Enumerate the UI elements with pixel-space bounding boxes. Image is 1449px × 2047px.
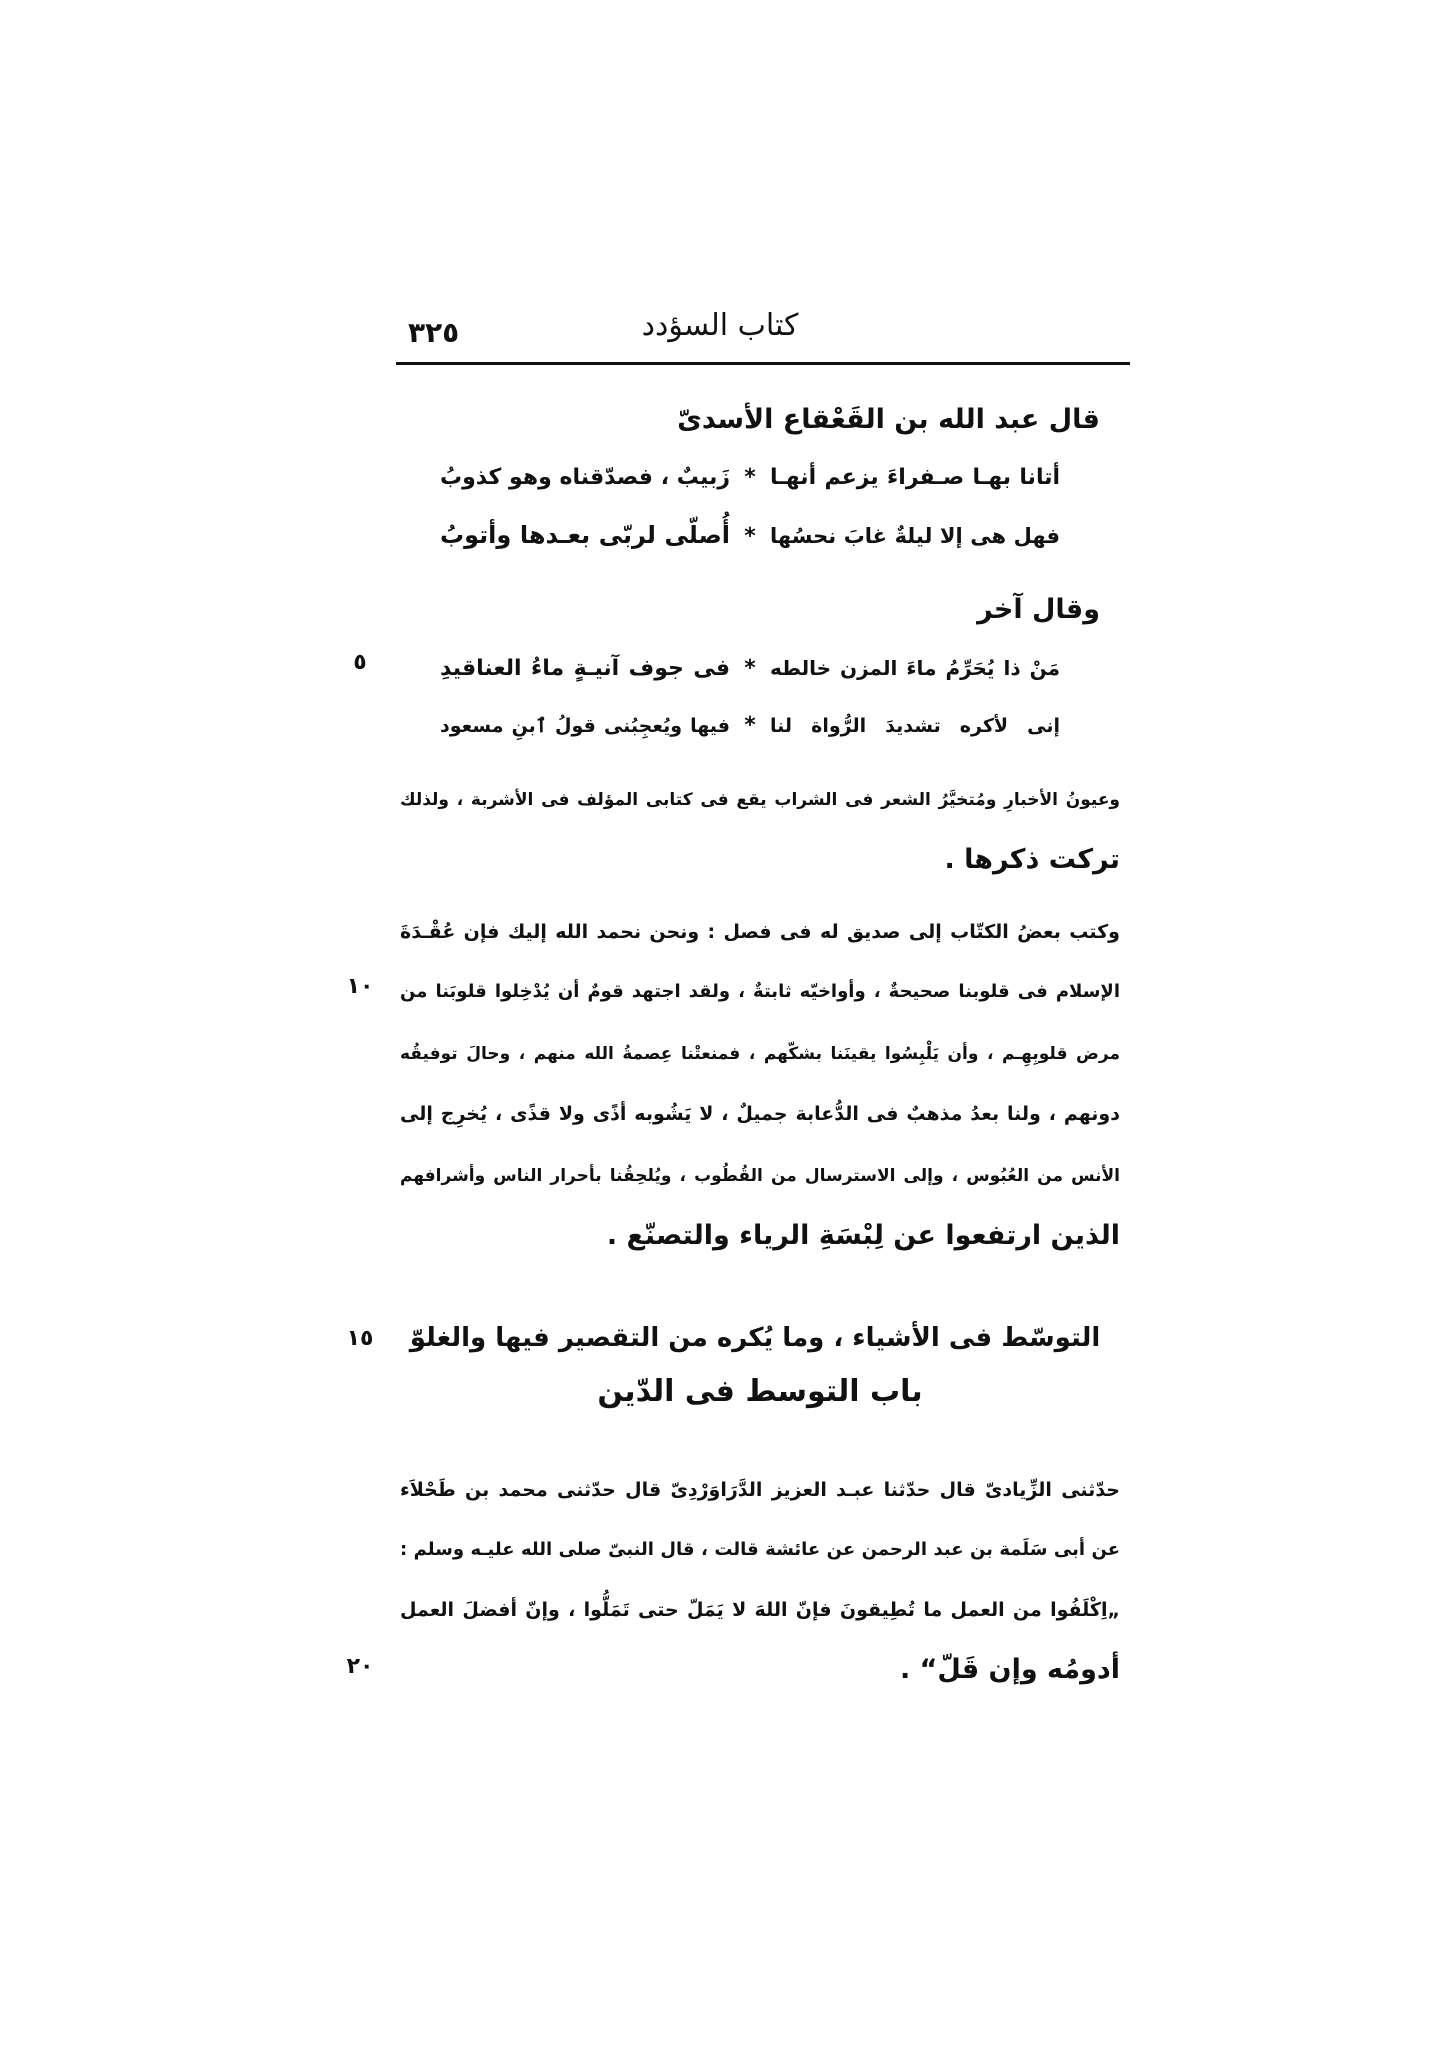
verse-first-hemistich: إنى لأكره تشديدَ الرُّواة لنا [770,715,1060,737]
verse-first-hemistich: فهل هى إلا ليلةٌ غابَ نحسُها [770,524,1060,548]
verse-separator: * [744,713,756,738]
verse-line [440,515,1060,557]
verse-first-hemistich: مَنْ ذا يُحَرِّمُ ماءَ المزن خالطه [770,656,1060,680]
prose-line: عن أبى سَلَمة بن عبد الرحمن عن عائشة قالت ، قال النبىّ صلى الله عليـه وسلم : [400,1539,1120,1560]
margin-line-number: ١٠ [346,974,374,999]
prose-line: تركت ذكرها . [944,844,1120,875]
verse-second-hemistich: أُصلّى لربّى بعـدها وأتوبُ [440,521,730,549]
verse-line [440,648,1060,689]
verse-separator: * [744,465,756,490]
header-rule [396,362,1130,365]
prose-line: دونهم ، ولنا بعدُ مذهبٌ فى الدُّعابة جميلٌ ، لا يَشُوبه أذًى ولا قذًى ، يُخرِج إلى [400,1103,1120,1125]
prose-line: أدومُه وإن قَلّ“ . [899,1654,1120,1685]
verse-separator: * [744,656,756,681]
prose-line: مرض قلوبِهِـم ، وأن يَلْبِسُوا يقينَنا بشكّهم ، فمنعتْنا عِصمةُ الله منهم ، وحالَ توفيقُه [400,1044,1120,1064]
prose-line: الأنس من العُبُوس ، وإلى الاسترسال من القُطُوب ، ويُلحِقُنا بأحرار الناس وأشرافهم [400,1166,1120,1186]
poem-attribution: وقال آخر [977,594,1100,625]
verse-second-hemistich: فيها ويُعجِبُنى قولُ ٱبنِ مسعود [440,715,730,737]
chapter-heading: التوسّط فى الأشياء ، وما يُكره من التقصير فيها والغلوّ [409,1323,1101,1353]
verse-line [440,706,1060,746]
prose-line: حدّثنى الزِّيادىّ قال حدّثنا عبـد العزيز الدَّرَاوَرْدِىّ قال حدّثنى محمد بن طَحْلاَء [400,1479,1120,1501]
margin-line-number: ٥ [353,650,367,675]
verse-separator: * [744,524,756,549]
prose-line: وعيونُ الأخبارِ ومُتخيَّرُ الشعر فى الشراب يقع فى كتابى المؤلف فى الأشربة ، ولذلك [400,790,1120,810]
page-number: ٣٢٥ [408,316,460,349]
verse-second-hemistich: زَبيبٌ ، فصدّقناه وهو كذوبُ [440,465,730,490]
poem-attribution: قال عبد الله بن القَعْقاع الأسدىّ [677,404,1100,435]
margin-line-number: ١٥ [346,1326,374,1351]
verse-line [440,458,1060,498]
prose-line: الذين ارتفعوا عن لِبْسَةِ الرياء والتصنّع . [606,1220,1120,1251]
verse-second-hemistich: فى جوف آنيـةٍ ماءُ العناقيدِ [440,656,730,681]
verse-first-hemistich: أتانا بهـا صـفراءَ يزعم أنهـا [770,465,1060,490]
section-heading: باب التوسط فى الدّين [597,1374,923,1409]
margin-line-number: ٢٠ [346,1654,374,1679]
prose-line: الإسلام فى قلوبنا صحيحةٌ ، وأواخيّه ثابتةٌ ، ولقد اجتهد قومٌ أن يُدْخِلوا قلوبَنا من [400,981,1120,1002]
prose-line: „اِكْلَفُوا من العمل ما تُطِيقونَ فإنّ اللهَ لا يَمَلّ حتى تَمَلُّوا ، وإنّ أفضلَ العمل [400,1599,1120,1621]
running-title: كتاب السؤدد [641,308,799,343]
prose-line: وكتب بعضُ الكتّاب إلى صديق له فى فصل : ونحن نحمد الله إليك فإن عُقْـدَةَ [400,921,1120,943]
